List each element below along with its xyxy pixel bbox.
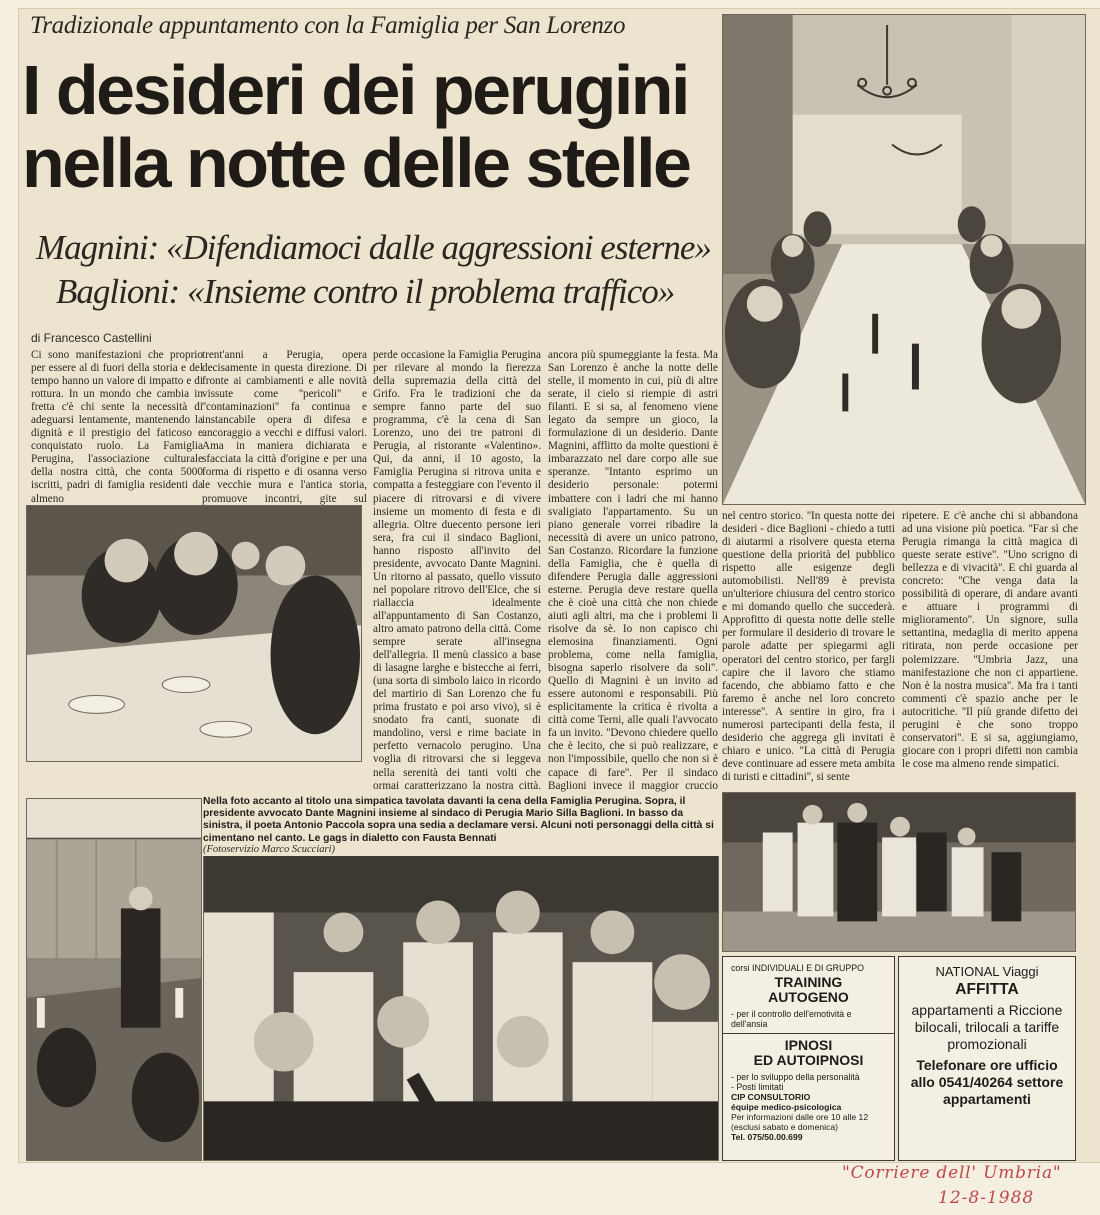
article-headline <box>22 51 722 202</box>
photo-poet-declaiming <box>722 792 1076 952</box>
ad-national-headline: AFFITTA <box>955 981 1019 998</box>
photo-banquet-table <box>722 14 1086 505</box>
ad-training-org <box>731 1092 886 1112</box>
ad-training-title-ipnosi <box>731 1038 886 1068</box>
ad-training-title <box>731 975 886 1005</box>
ad-training-info: Per informazioni dalle ore 10 alle 12 (esclusi sabato e domenica) <box>731 1112 869 1132</box>
photo-magnini-baglioni <box>26 505 362 762</box>
ad-training-title-1: TRAINING <box>774 974 843 990</box>
photo-banquet-table-image <box>723 15 1085 504</box>
photo-restaurant-hall <box>26 798 202 1161</box>
ad-training-autogeno <box>722 956 895 1161</box>
handwritten-date: 12-8-1988 <box>938 1188 1035 1208</box>
ad-training-tel: Tel. 075/50.00.699 <box>731 1132 803 1142</box>
photo-caption <box>203 796 721 856</box>
ad-training-title-2: AUTOGENO <box>768 989 849 1005</box>
ad-national-brand: NATIONAL Viaggi <box>935 964 1039 979</box>
article-column-1: Ci sono manifestazioni che proprio per essere al di fuori della storia e del tempo hanno un valore di impatto e di rottura. In un mondo che cambia in fretta c'è chi sente la necessità di adeguarsi lentamente, mantenendo la dignità e il prestigio del faticoso e conquistato ruolo. La Famiglia Perugina, l'associazione culturale della nostra città, che conta 5000 iscritti, padri di famiglia residenti da almeno <box>31 349 203 505</box>
photo-singers <box>203 822 719 1161</box>
ad-training-line-2: - per lo sviluppo della personalità <box>731 1072 860 1082</box>
article-deck-baglioni: Baglioni: «Insieme contro il problema traffico» <box>56 272 675 311</box>
article-column-5: nel centro storico. ''In questa notte dei desideri - dice Baglioni - chiedo a tutti di aiutarmi a risolvere questa eterna questione della priorità del pubblico rispetto alle esigenze degli automobilisti. Nell'89 è prevista un'ulteriore chiusura del centro storico e mi domando quello che succederà. Approfitto di questa notte delle stelle per formulare il desiderio di trovare le parole adatte per spiegarmi agli operatori del centro storico, per fargli capire che il lavoro che stiamo facendo, che abbiamo fatto e che faremo è anche nel loro concreto interesse''. A sentire in giro, fra i numerosi partecipanti della festa, il desiderio che aggrega gli invitati è chiaro e unico. ''La città di Perugia deve continuare ad essere meta ambita di turisti e cittadini'', si sente <box>722 510 895 783</box>
article-column-3: perde occasione la Famiglia Perugina per rilevare al mondo la fierezza della supremazia della città del Grifo. Fra le tradizioni che da sempre fanno parte del suo programma, c'è la cena di San Lorenzo, uno dei tre patroni di Perugia, al ristorante «Valentino». Qui, da anni, il 10 agosto, la Famiglia Perugina si ritrova unita e compatta a festeggiare con l'evento il piacere di ritrovarsi e di vivere insieme un momento di festa e di allegria. Oltre duecento persone ieri sera, fra cui il sindaco Baglioni, hanno risposto all'invito del presidente, avvocato Dante Magnini. Un ritorno al passato, quello vissuto nel popolare ritrovo dell'Elce, che si riallaccia idealmente all'appuntamento di San Costanzo, altro amato patrono della città. Come sempre serate all'insegna dell'allegria. Il menù classico a base di lasagne larghe e bistecche ai ferri, (una sorta di simbolo laico in ricordo del martirio di San Lorenzo che fu prima frustato e poi arso vivo), si è snodato fra canti, suonate di mandolino, versi e rime baciate in perfetto vernacolo perugino. Una voglia di ritrovarsi che si leggeva nella serenità dei tanti volti che ormai caratterizzano la nostra città. <box>373 349 541 792</box>
photo-singers-image <box>204 823 718 1160</box>
photo-restaurant-hall-image <box>27 799 201 1160</box>
ad-national-phone: Telefonare ore ufficio allo 0541/40264 settore appartamenti <box>910 1057 1064 1107</box>
handwritten-source: "Corriere dell' Umbria" <box>842 1163 1062 1183</box>
ad-training-line-1: - per il controllo dell'emotività e dell'ansia <box>731 1009 852 1029</box>
article-column-2: trent'anni a Perugia, opera decisamente in questa direzione. Di fronte ai cambiamenti e alle novità vissute come ''pericoli'' e ''contaminazioni'' fa continua e instancabile opera di difesa e ancoraggio a vecchi e diffusi valori. Ama in maniera dichiarata e sfacciata la città d'origine e per una forma di rispetto e di osanna verso le vecchie mura e l'antica storia, promuove incontri, gite sul <box>202 349 367 505</box>
article-kicker: Tradizionale appuntamento con la Famiglia per San Lorenzo <box>30 12 626 39</box>
ad-training-title-3: IPNOSI <box>784 1037 833 1053</box>
ad-training-line-3: - Posti limitati <box>731 1082 784 1092</box>
ad-training-org-2: équipe medico-psicologica <box>731 1102 842 1112</box>
photo-poet-declaiming-image <box>723 793 1075 951</box>
photo-magnini-baglioni-image <box>27 506 361 761</box>
headline-line-1: I desideri dei perugini <box>22 51 688 129</box>
ad-training-org-1: CIP CONSULTORIO <box>731 1092 811 1102</box>
ad-training-header: corsi INDIVIDUALI E DI GRUPPO <box>731 963 864 973</box>
article-column-6: ripetere. E c'è anche chi si abbandona ad una visione più poetica. ''Far sì che Perugia rimanga la città magica di queste serate estive''. ''Uno scrigno di bellezza e di vivacità''. E chi guarda al concreto: ''Che venga data la possibilità di operare, di andare avanti e attuare i programmi di miglioramento''. Un signore, sulla settantina, medaglia di merito appena ritirata, non perde occasione per polemizzare. ''Umbria Jazz, una manifestazione che non ci appartiene. Non è la nostra musica''. Ma fra i tanti commenti c'è spazio anche per le autocritiche. ''Il più grande difetto dei perugini è che sono troppo conservatori''. E si sa, aggiungiamo, giocare con i propri difetti non cambia le cose ma almeno rende simpatici. <box>902 510 1078 770</box>
ad-national-viaggi <box>898 956 1076 1161</box>
ad-training-title-4: ED AUTOIPNOSI <box>753 1052 864 1068</box>
article-column-4: ancora più spumeggiante la festa. Ma San Lorenzo è anche la notte delle stelle, il momento in cui, più di altre serate, il cielo si riempie di astri filanti. E si sa, al fenomeno viene legato da sempre un gioco, la formulazione di un desiderio. Dante Magnini, afflitto da molte questioni è imbarazzato nel dare corpo alle sue speranze. ''Intanto esprimo un desiderio personale: potermi imbattere con i ladri che mi hanno svaligiato l'appartamento. Su un piano generale vorrei ribadire la necessità di avere un unico patrono, San Costanzo. Ricordare la funzione della Famiglia, che è quella di difendere Perugia dalle aggressioni esterne. Perugia deve restare quella che è cioè una città che non chiede aiuti agli altri, ma che i problemi li risolve da sè. Io non capisco chi elemosina finanziamenti. Ogni problema, come nella famiglia, bisogna saperlo risolvere da soli''. Quello di Magnini è un invito ad essere autonomi e responsabili. Più esplicitamente la critica è rivolta a città come Terni, alle quali l'avvocato fa un invito. ''Devono chiedere quello che è lecito, che si può realizzare, e non l'impossibile, quello che non si è capace di fare''. Per il sindaco Baglioni invece il maggior cruccio <box>548 349 718 792</box>
photo-credit: (Fotoservizio Marco Scucciari) <box>203 844 721 856</box>
ad-national-body: appartamenti a Riccione bilocali, trilocali a tariffe promozionali <box>911 1002 1063 1052</box>
photo-caption-text: Nella foto accanto al titolo una simpatica tavolata davanti la cena della Famiglia Perugina. Sopra, il presidente avvocato Dante Magnini insieme al sindaco di Perugia Mario Silla Baglioni. In basso da sinistra, il poeta Antonio Paccola sopra una sedia a declamare versi. Alcuni noti personaggi della città si cimentano nel canto. Le gags in dialetto con Fausta Bennati <box>203 796 721 844</box>
byline: di Francesco Castellini <box>31 331 152 345</box>
ad-training-divider <box>723 1033 894 1034</box>
article-deck-magnini: Magnini: «Difendiamoci dalle aggressioni esterne» <box>36 228 711 267</box>
headline-line-2: nella notte delle stelle <box>22 124 690 202</box>
